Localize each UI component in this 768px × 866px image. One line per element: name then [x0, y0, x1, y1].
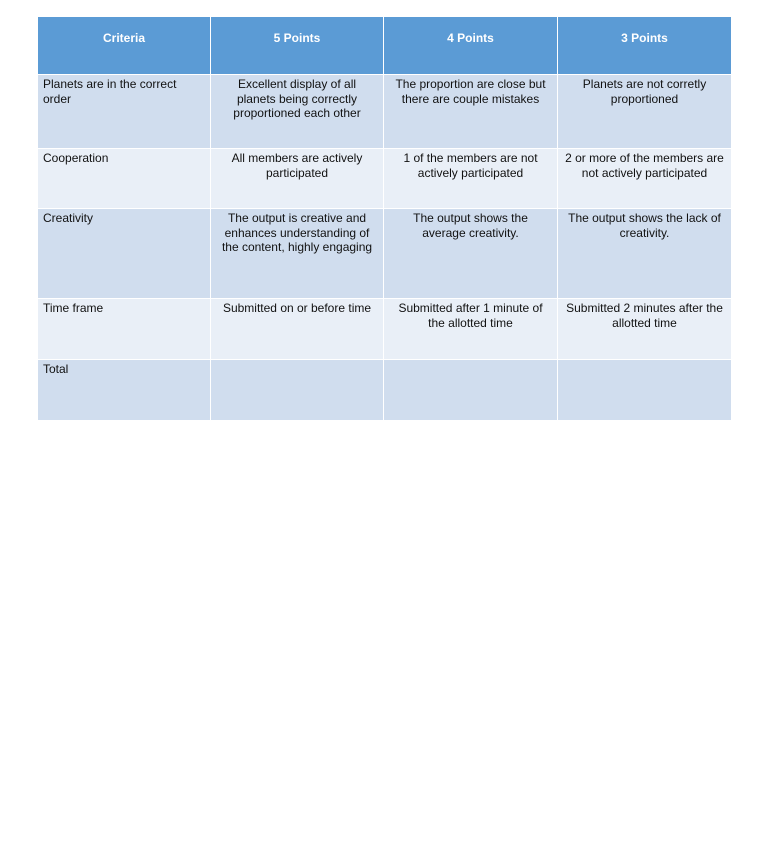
table-row: [38, 209, 732, 299]
rubric-table: [37, 16, 732, 421]
criteria-cell: Cooperation: [38, 149, 211, 209]
header-4-points: 4 Points: [384, 17, 558, 75]
table-row: [38, 149, 732, 209]
score-5-cell: All members are actively participated: [211, 149, 384, 209]
score-4-cell: Submitted after 1 minute of the allotted time: [384, 299, 558, 360]
criteria-cell: Planets are in the correct order: [38, 75, 211, 149]
header-criteria: Criteria: [38, 17, 211, 75]
score-4-cell: 1 of the members are not actively participated: [384, 149, 558, 209]
header-row: [38, 17, 732, 75]
score-4-cell: The output shows the average creativity.: [384, 209, 558, 299]
score-3-cell: 2 or more of the members are not actively participated: [558, 149, 732, 209]
header-3-points: 3 Points: [558, 17, 732, 75]
table-row: [38, 75, 732, 149]
criteria-cell: Time frame: [38, 299, 211, 360]
score-3-cell: The output shows the lack of creativity.: [558, 209, 732, 299]
criteria-cell-total: Total: [38, 360, 211, 421]
score-3-cell: [558, 360, 732, 421]
criteria-cell: Creativity: [38, 209, 211, 299]
score-4-cell: The proportion are close but there are couple mistakes: [384, 75, 558, 149]
score-3-cell: Planets are not corretly proportioned: [558, 75, 732, 149]
score-3-cell: Submitted 2 minutes after the allotted time: [558, 299, 732, 360]
score-4-cell: [384, 360, 558, 421]
score-5-cell: Excellent display of all planets being correctly proportioned each other: [211, 75, 384, 149]
score-5-cell: [211, 360, 384, 421]
score-5-cell: The output is creative and enhances understanding of the content, highly engaging: [211, 209, 384, 299]
table-row: [38, 299, 732, 360]
header-5-points: 5 Points: [211, 17, 384, 75]
table-row-total: [38, 360, 732, 421]
score-5-cell: Submitted on or before time: [211, 299, 384, 360]
